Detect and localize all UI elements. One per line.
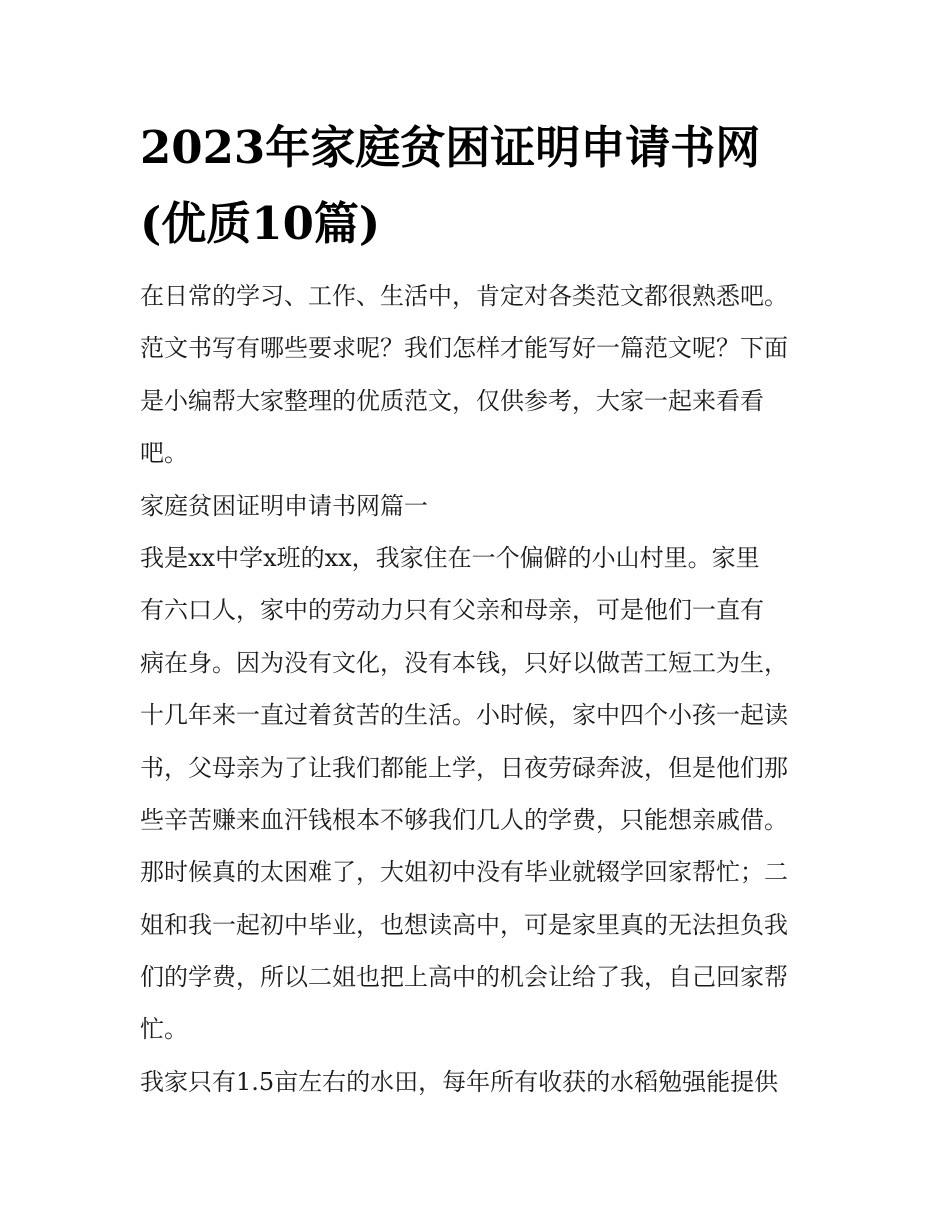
body-line: 在日常的学习、工作、生活中，肯定对各类范文都很熟悉吧。: [140, 282, 788, 310]
title-line: 2023年家庭贫困证明申请书网: [140, 121, 761, 174]
body-line: 病在身。因为没有文化，没有本钱，只好以做苦工短工为生，: [140, 648, 788, 677]
body-line: 我家只有1.5亩左右的水田，每年所有收获的水稻勉强能提供: [140, 1067, 779, 1096]
body-line: 们的学费，所以二姐也把上高中的机会让给了我，自己回家帮: [140, 963, 788, 992]
body-line: 些辛苦赚来血汗钱根本不够我们几人的学费，只能想亲戚借。: [140, 805, 788, 834]
body-line: 姐和我一起初中毕业，也想读高中，可是家里真的无法担负我: [140, 910, 788, 939]
body-line: 十几年来一直过着贫苦的生活。小时候，家中四个小孩一起读: [140, 701, 788, 730]
body-line: 是小编帮大家整理的优质范文，仅供参考，大家一起来看看: [140, 386, 764, 415]
document-content: [140, 110, 820, 1108]
body-line: 范文书写有哪些要求呢？我们怎样才能写好一篇范文呢？下面: [140, 334, 788, 363]
body-line: 书，父母亲为了让我们都能上学，日夜劳碌奔波，但是他们那: [140, 753, 788, 782]
body-line: 吧。: [140, 439, 188, 468]
document-body: [140, 270, 820, 1108]
body-line: 忙。: [140, 1015, 188, 1044]
section-heading: 家庭贫困证明申请书网篇一: [140, 491, 428, 520]
body-line: 那时候真的太困难了，大姐初中没有毕业就辍学回家帮忙；二: [140, 858, 788, 887]
document-title: [140, 110, 820, 262]
body-line: 我是xx中学x班的xx，我家住在一个偏僻的小山村里。家里: [140, 543, 760, 572]
title-line: (优质10篇): [140, 197, 381, 250]
body-line: 有六口人，家中的劳动力只有父亲和母亲，可是他们一直有: [140, 596, 764, 625]
